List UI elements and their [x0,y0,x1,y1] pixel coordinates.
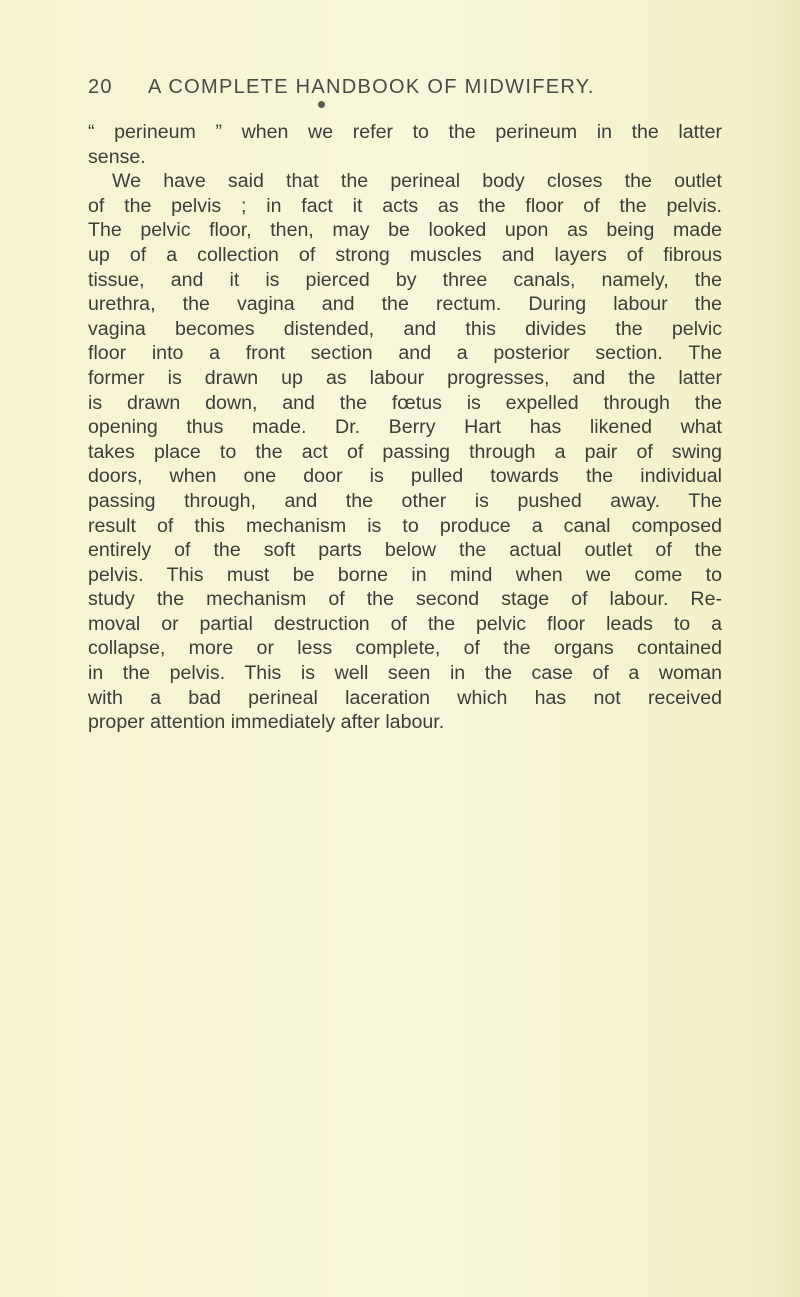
running-head-title: A COMPLETE HANDBOOK OF MIDWIFERY. [148,76,595,98]
text-line: doors, when one door is pulled towards the individual [88,465,722,488]
text-line: result of this mechanism is to produce a canal composed [88,514,722,537]
text-line: tissue, and it is pierced by three canals, namely, the [88,268,722,291]
text-line: floor into a front section and a posterior section. The [88,342,722,365]
text-line: of the pelvis ; in fact it acts as the floor of the pelvis. [88,194,722,217]
ink-spot [318,101,325,108]
text-line: The pelvic floor, then, may be looked upon as being made [88,219,722,242]
text-line: moval or partial destruction of the pelvic floor leads to a [88,612,722,635]
text-line: is drawn down, and the fœtus is expelled through the [88,391,722,414]
text-line: takes place to the act of passing through a pair of swing [88,440,722,463]
text-line: entirely of the soft parts below the actual outlet of the [88,539,722,562]
text-line: proper attention immediately after labour. [88,711,445,734]
text-line: former is drawn up as labour progresses, and the latter [88,366,722,389]
text-line: sense. [88,145,146,168]
text-line: “ perineum ” when we refer to the perineum in the latter [88,121,722,143]
body-paragraphs [88,120,722,735]
text-line: opening thus made. Dr. Berry Hart has likened what [88,416,722,439]
text-line: vagina becomes distended, and this divides the pelvic [88,317,722,340]
text-line: up of a collection of strong muscles and layers of fibrous [88,243,722,266]
text-line: passing through, and the other is pushed away. The [88,489,722,512]
text-line: We have said that the perineal body closes the outlet [112,170,722,193]
text-line: with a bad perineal laceration which has not received [88,686,722,709]
running-head [88,76,718,106]
text-line: collapse, more or less complete, of the organs contained [88,637,722,660]
text-line: in the pelvis. This is well seen in the case of a woman [88,662,722,685]
page-number: 20 [88,76,113,98]
text-line: urethra, the vagina and the rectum. During labour the [88,293,722,316]
text-line: study the mechanism of the second stage of labour. Re- [88,588,722,611]
text-line: pelvis. This must be borne in mind when we come to [88,563,722,586]
